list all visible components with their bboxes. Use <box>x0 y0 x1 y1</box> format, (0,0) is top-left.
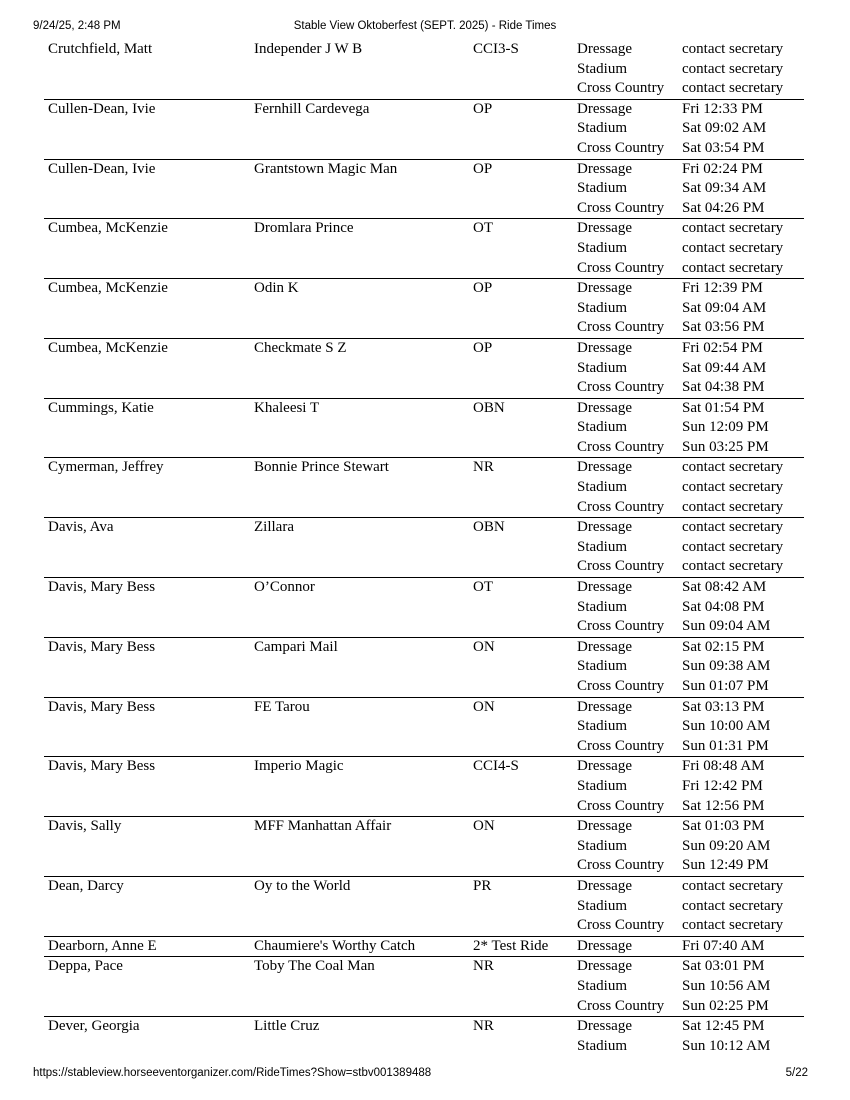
phase-list <box>577 339 804 398</box>
phase-row <box>577 119 804 139</box>
phase-name: Stadium <box>577 419 628 436</box>
ride-time: contact secretary <box>682 877 784 894</box>
entry-row <box>44 756 804 816</box>
phase-name: Dressage <box>577 698 632 715</box>
phase-name: Cross Country <box>577 259 665 276</box>
division: ON <box>473 638 495 655</box>
phase-row <box>577 1037 804 1057</box>
ride-time: Sun 02:25 PM <box>682 997 769 1014</box>
horse-name: Chaumiere's Worthy Catch <box>254 937 416 954</box>
ride-time: Sun 09:04 AM <box>682 618 771 635</box>
division: OT <box>473 220 493 237</box>
rider-name: Dean, Darcy <box>48 877 124 894</box>
ride-time: contact secretary <box>682 459 784 476</box>
entry-row <box>44 40 804 99</box>
ride-time: Sat 01:03 PM <box>682 818 765 835</box>
ride-time: Sat 09:34 AM <box>682 180 767 197</box>
phase-name: Cross Country <box>577 917 665 934</box>
phase-row <box>577 418 804 438</box>
phase-name: Dressage <box>577 399 632 416</box>
entry-row <box>44 876 804 936</box>
horse-name: Bonnie Prince Stewart <box>254 459 389 476</box>
phase-row <box>577 438 804 458</box>
horse-name: Independer J W B <box>254 41 363 57</box>
phase-row <box>577 617 804 637</box>
phase-name: Cross Country <box>577 199 665 216</box>
ride-time: contact secretary <box>682 519 784 536</box>
rider-name: Cumbea, McKenzie <box>48 220 168 237</box>
phase-name: Cross Country <box>577 678 665 694</box>
entry-row <box>44 457 804 517</box>
entry-row <box>44 956 804 1016</box>
phase-row <box>577 777 804 797</box>
phase-row <box>577 239 804 259</box>
ride-time: Fri 02:24 PM <box>682 160 763 177</box>
phase-name: Cross Country <box>577 438 665 455</box>
horse-name: Fernhill Cardevega <box>254 100 370 117</box>
phase-row <box>577 916 804 936</box>
horse-name: Checkmate S Z <box>254 339 347 356</box>
ride-time: contact secretary <box>682 41 784 57</box>
phase-name: Stadium <box>577 658 628 675</box>
phase-list <box>577 638 804 697</box>
ride-time: Sat 03:01 PM <box>682 958 765 975</box>
phase-name: Stadium <box>577 299 628 316</box>
rider-name: Cummings, Katie <box>48 399 154 416</box>
horse-name: Campari Mail <box>254 638 338 655</box>
ride-time: contact secretary <box>682 897 784 914</box>
division: CCI3-S <box>473 41 519 57</box>
phase-row <box>577 60 804 80</box>
phase-row <box>577 737 804 757</box>
print-header <box>33 20 817 34</box>
ride-times-table <box>44 40 804 1056</box>
phase-name: Cross Country <box>577 857 665 874</box>
phase-row <box>577 598 804 618</box>
phase-list <box>577 937 804 957</box>
ride-time: contact secretary <box>682 917 784 934</box>
phase-list <box>577 757 804 816</box>
phase-name: Dressage <box>577 100 632 117</box>
ride-time: Sat 12:45 PM <box>682 1018 765 1035</box>
phase-name: Cross Country <box>577 997 665 1014</box>
phase-name: Stadium <box>577 598 628 615</box>
phase-row <box>577 677 804 697</box>
entry-row <box>44 936 804 957</box>
horse-name: Oy to the World <box>254 877 351 894</box>
phase-name: Dressage <box>577 339 632 356</box>
rider-name: Davis, Sally <box>48 818 122 835</box>
phase-row <box>577 997 804 1017</box>
phase-row <box>577 897 804 917</box>
phase-name: Dressage <box>577 220 632 237</box>
rider-name: Cumbea, McKenzie <box>48 280 168 297</box>
phase-row <box>577 1017 804 1037</box>
rider-name: Davis, Mary Bess <box>48 638 156 655</box>
entry-row <box>44 278 804 338</box>
ride-time: contact secretary <box>682 538 784 555</box>
ride-time: Fri 08:48 AM <box>682 758 765 775</box>
ride-time: Sat 09:04 AM <box>682 299 767 316</box>
phase-row <box>577 259 804 279</box>
phase-row <box>577 937 804 957</box>
phase-list <box>577 458 804 517</box>
ride-time: Sun 03:25 PM <box>682 438 769 455</box>
rider-name: Davis, Ava <box>48 519 114 536</box>
phase-row <box>577 359 804 379</box>
phase-name: Stadium <box>577 120 628 137</box>
phase-row <box>577 139 804 159</box>
phase-row <box>577 199 804 219</box>
ride-time: Fri 12:33 PM <box>682 100 763 117</box>
division: OP <box>473 160 493 177</box>
ride-time: Sat 04:26 PM <box>682 199 765 216</box>
phase-row <box>577 837 804 857</box>
ride-time: Sat 03:54 PM <box>682 139 765 156</box>
horse-name: Grantstown Magic Man <box>254 160 398 177</box>
phase-name: Cross Country <box>577 737 665 754</box>
phase-list <box>577 160 804 219</box>
division: CCI4-S <box>473 758 519 775</box>
division: PR <box>473 877 492 894</box>
horse-name: O’Connor <box>254 579 315 596</box>
phase-name: Dressage <box>577 519 632 536</box>
phase-name: Dressage <box>577 958 632 975</box>
phase-list <box>577 817 804 876</box>
phase-name: Cross Country <box>577 498 665 515</box>
phase-list <box>577 518 804 577</box>
phase-name: Stadium <box>577 239 628 256</box>
ride-time: Sat 12:56 PM <box>682 797 765 814</box>
ride-time: Sun 10:12 AM <box>682 1037 771 1054</box>
phase-row <box>577 498 804 518</box>
phase-row <box>577 797 804 817</box>
phase-list <box>577 1017 804 1056</box>
rider-name: Cullen-Dean, Ivie <box>48 100 156 117</box>
ride-time: Sat 01:54 PM <box>682 399 765 416</box>
division: NR <box>473 1018 494 1035</box>
rider-name: Dearborn, Anne E <box>48 937 157 954</box>
phase-row <box>577 179 804 199</box>
phase-list <box>577 698 804 757</box>
division: OBN <box>473 519 505 536</box>
phase-row <box>577 378 804 398</box>
phase-list <box>577 877 804 936</box>
rider-name: Davis, Mary Bess <box>48 698 156 715</box>
horse-name: Dromlara Prince <box>254 220 354 237</box>
phase-row <box>577 856 804 876</box>
phase-name: Stadium <box>577 718 628 735</box>
phase-name: Stadium <box>577 837 628 854</box>
ride-time: Sun 12:49 PM <box>682 857 769 874</box>
rider-name: Deppa, Pace <box>48 958 123 975</box>
phase-name: Dressage <box>577 877 632 894</box>
phase-row <box>577 219 804 239</box>
phase-name: Stadium <box>577 538 628 555</box>
ride-time: Sat 03:13 PM <box>682 698 765 715</box>
ride-time: Sun 10:00 AM <box>682 718 771 735</box>
horse-name: MFF Manhattan Affair <box>254 818 392 835</box>
division: OT <box>473 579 493 596</box>
division: OBN <box>473 399 505 416</box>
rider-name: Cullen-Dean, Ivie <box>48 160 156 177</box>
phase-row <box>577 638 804 658</box>
phase-row <box>577 538 804 558</box>
phase-row <box>577 717 804 737</box>
ride-time: Sun 12:09 PM <box>682 419 769 436</box>
rider-name: Dever, Georgia <box>48 1018 140 1035</box>
phase-name: Cross Country <box>577 379 665 396</box>
entry-row <box>44 398 804 458</box>
phase-list <box>577 219 804 278</box>
phase-name: Stadium <box>577 359 628 376</box>
phase-row <box>577 318 804 338</box>
ride-time: Fri 12:42 PM <box>682 777 763 794</box>
ride-time: contact secretary <box>682 220 784 237</box>
entry-row <box>44 1016 804 1056</box>
phase-name: Cross Country <box>577 80 665 97</box>
phase-name: Cross Country <box>577 618 665 635</box>
horse-name: Little Cruz <box>254 1018 320 1035</box>
phase-row <box>577 279 804 299</box>
entry-row <box>44 697 804 757</box>
entry-row <box>44 577 804 637</box>
phase-list <box>577 957 804 1016</box>
ride-time: contact secretary <box>682 558 784 575</box>
rider-name: Cumbea, McKenzie <box>48 339 168 356</box>
phase-name: Cross Country <box>577 319 665 336</box>
rider-name: Cymerman, Jeffrey <box>48 459 164 476</box>
ride-time: Sat 04:38 PM <box>682 379 765 396</box>
horse-name: Odin K <box>254 280 299 297</box>
ride-time: contact secretary <box>682 239 784 256</box>
phase-row <box>577 478 804 498</box>
phase-name: Dressage <box>577 280 632 297</box>
phase-row <box>577 518 804 538</box>
phase-row <box>577 79 804 99</box>
phase-name: Stadium <box>577 897 628 914</box>
phase-name: Cross Country <box>577 558 665 575</box>
phase-list <box>577 578 804 637</box>
ride-time: contact secretary <box>682 479 784 496</box>
horse-name: Khaleesi T <box>254 399 320 416</box>
phase-name: Cross Country <box>577 139 665 156</box>
page-url: https://stableview.horseeventorganizer.com/RideTimes?Show=stbv001389488 <box>33 1067 432 1079</box>
phase-row <box>577 817 804 837</box>
phase-name: Dressage <box>577 758 632 775</box>
division: ON <box>473 698 495 715</box>
ride-time: contact secretary <box>682 60 784 77</box>
phase-row <box>577 657 804 677</box>
phase-row <box>577 458 804 478</box>
phase-name: Dressage <box>577 579 632 596</box>
ride-time: Sat 09:02 AM <box>682 120 767 137</box>
rider-name: Davis, Mary Bess <box>48 758 156 775</box>
ride-time: Sun 10:56 AM <box>682 977 771 994</box>
ride-time: Fri 02:54 PM <box>682 339 763 356</box>
ride-time: Sat 03:56 PM <box>682 319 765 336</box>
phase-list <box>577 279 804 338</box>
ride-time: Sat 04:08 PM <box>682 598 765 615</box>
phase-row <box>577 160 804 180</box>
phase-row <box>577 977 804 997</box>
phase-name: Dressage <box>577 818 632 835</box>
division: OP <box>473 280 493 297</box>
phase-name: Cross Country <box>577 797 665 814</box>
phase-row <box>577 100 804 120</box>
horse-name: FE Tarou <box>254 698 310 715</box>
horse-name: Imperio Magic <box>254 758 344 775</box>
phase-row <box>577 957 804 977</box>
phase-row <box>577 877 804 897</box>
phase-name: Stadium <box>577 1037 628 1054</box>
division: ON <box>473 818 495 835</box>
print-datetime: 9/24/25, 2:48 PM <box>33 20 121 32</box>
phase-list <box>577 40 804 99</box>
phase-row <box>577 339 804 359</box>
phase-name: Dressage <box>577 1018 632 1035</box>
horse-name: Toby The Coal Man <box>254 958 375 975</box>
phase-name: Stadium <box>577 180 628 197</box>
phase-name: Dressage <box>577 41 632 57</box>
phase-name: Dressage <box>577 937 632 954</box>
phase-row <box>577 399 804 419</box>
page-number: 5/22 <box>785 1067 808 1079</box>
print-footer <box>33 1067 808 1081</box>
division: NR <box>473 459 494 476</box>
phase-row <box>577 557 804 577</box>
entry-row <box>44 218 804 278</box>
entry-row <box>44 99 804 159</box>
entry-row <box>44 338 804 398</box>
phase-row <box>577 757 804 777</box>
ride-time: Sun 09:20 AM <box>682 837 771 854</box>
ride-time: contact secretary <box>682 259 784 276</box>
ride-time: Sat 09:44 AM <box>682 359 767 376</box>
entry-row <box>44 159 804 219</box>
phase-list <box>577 100 804 159</box>
ride-time: Sat 08:42 AM <box>682 579 767 596</box>
rider-name: Crutchfield, Matt <box>48 41 153 57</box>
phase-row <box>577 40 804 60</box>
ride-time: Sat 02:15 PM <box>682 638 765 655</box>
ride-time: Sun 09:38 AM <box>682 658 771 675</box>
ride-time: Sun 01:07 PM <box>682 678 769 694</box>
phase-list <box>577 399 804 458</box>
phase-row <box>577 299 804 319</box>
rider-name: Davis, Mary Bess <box>48 579 156 596</box>
phase-row <box>577 698 804 718</box>
ride-time: contact secretary <box>682 498 784 515</box>
division: NR <box>473 958 494 975</box>
division: OP <box>473 100 493 117</box>
ride-time: Sun 01:31 PM <box>682 737 769 754</box>
ride-time: Fri 07:40 AM <box>682 937 765 954</box>
division: OP <box>473 339 493 356</box>
horse-name: Zillara <box>254 519 294 536</box>
ride-time: contact secretary <box>682 80 784 97</box>
phase-name: Stadium <box>577 60 628 77</box>
entry-row <box>44 517 804 577</box>
entry-row <box>44 816 804 876</box>
phase-name: Stadium <box>577 479 628 496</box>
phase-name: Dressage <box>577 459 632 476</box>
phase-name: Dressage <box>577 638 632 655</box>
phase-name: Stadium <box>577 977 628 994</box>
ride-time: Fri 12:39 PM <box>682 280 763 297</box>
phase-name: Dressage <box>577 160 632 177</box>
division: 2* Test Ride <box>473 937 549 954</box>
page-title: Stable View Oktoberfest (SEPT. 2025) - Ride Times <box>293 20 557 32</box>
phase-name: Stadium <box>577 777 628 794</box>
entry-row <box>44 637 804 697</box>
phase-row <box>577 578 804 598</box>
